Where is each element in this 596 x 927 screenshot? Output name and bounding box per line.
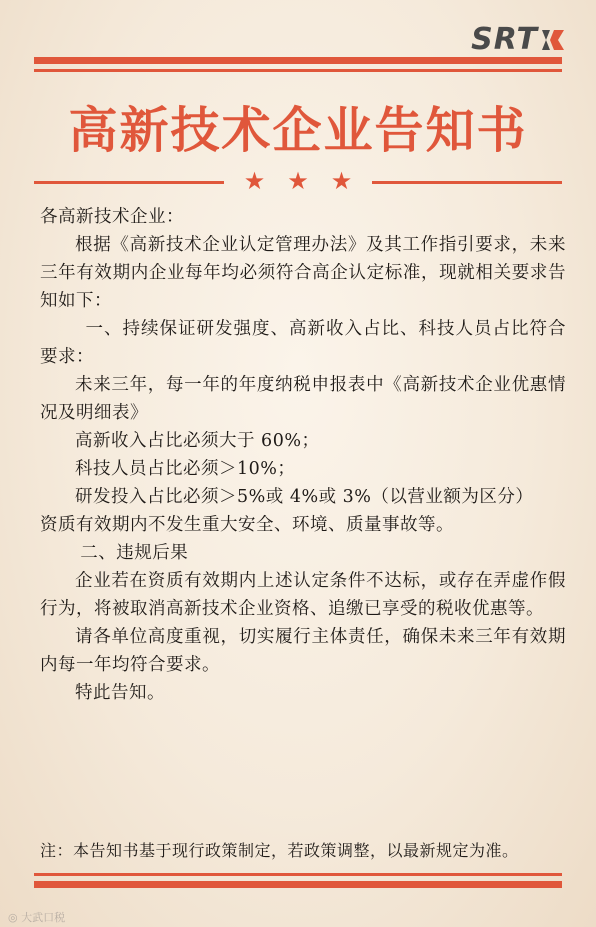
watermark	[8, 909, 65, 925]
logo-chevron-icon	[540, 28, 566, 52]
footnote: 注：本告知书基于现行政策制定，若政策调整，以最新规定为准。	[40, 841, 519, 860]
top-band-thick	[34, 57, 562, 64]
requirement-item: 资质有效期内不发生重大安全、环境、质量事故等。	[40, 515, 454, 535]
tax-form-paragraph: 未来三年，每一年的年度纳税申报表中《高新技术企业优惠情况及明细表》	[40, 375, 566, 423]
requirement-item: 科技人员占比必须＞10%；	[75, 459, 296, 479]
star-icon: ★	[243, 167, 266, 195]
intro-paragraph: 根据《高新技术企业认定管理办法》及其工作指引要求，未来三年有效期内企业每年均必须符合高企认定标准，现就相关要求告知如下：	[40, 235, 566, 311]
srt-logo	[471, 22, 566, 57]
bottom-band-thick	[34, 881, 562, 888]
stars-group	[244, 169, 353, 193]
star-icon: ★	[287, 167, 309, 195]
divider-line-left	[34, 181, 224, 184]
divider-line-right	[372, 181, 562, 184]
salutation: 各高新技术企业：	[40, 207, 184, 227]
page-title: 高新技术企业告知书	[68, 102, 528, 159]
watermark-text: 大武口税	[21, 911, 66, 924]
section2-heading: 二、违规后果	[80, 543, 189, 563]
section1-heading: 一、持续保证研发强度、高新收入占比、科技人员占比符合要求：	[40, 319, 566, 367]
bottom-band-thin	[34, 873, 562, 876]
logo-text: SRT	[471, 22, 538, 57]
requirement-item: 高新收入占比必须大于 60%；	[75, 431, 320, 451]
closing-text: 特此告知。	[75, 683, 165, 703]
top-band-thin	[34, 69, 562, 72]
request-paragraph: 请各单位高度重视，切实履行主体责任，确保未来三年有效期内每一年均符合要求。	[40, 627, 566, 675]
consequence-paragraph: 企业若在资质有效期内上述认定条件不达标，或存在弄虚作假行为，将被取消高新技术企业资格、追缴已享受的税收优惠等。	[40, 571, 566, 619]
weibo-icon: ◎	[8, 911, 18, 924]
requirement-item: 研发投入占比必须＞5%或 4%或 3%（以营业额为区分）	[75, 487, 534, 507]
notice-body	[40, 203, 566, 707]
title-divider	[34, 167, 562, 195]
star-icon: ★	[330, 167, 353, 195]
